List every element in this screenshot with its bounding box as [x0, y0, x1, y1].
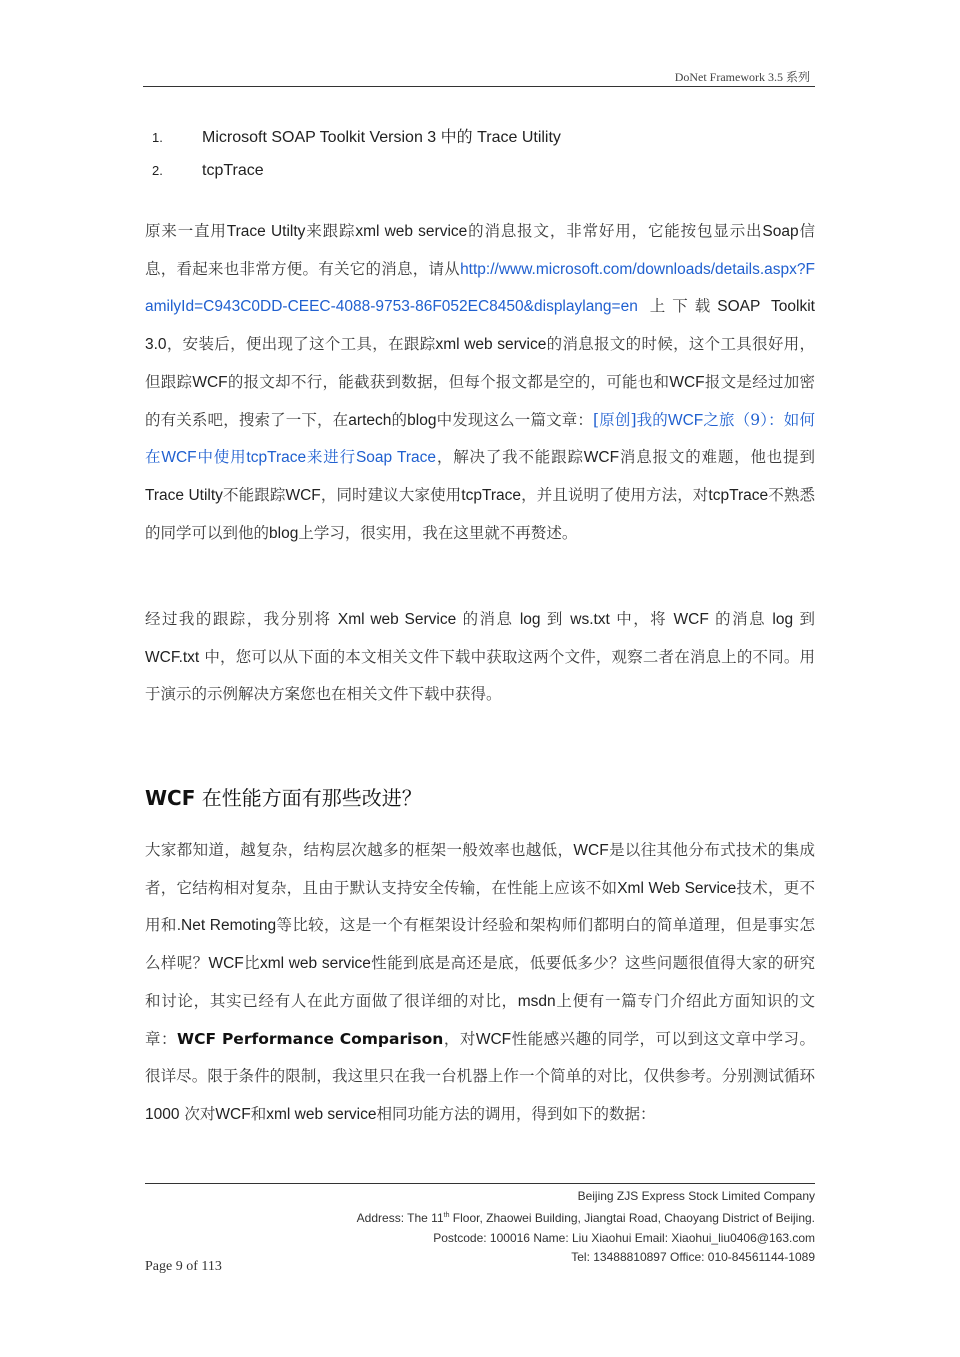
header-rule [143, 86, 815, 87]
footer-tel: Tel: 13488810897 Office: 010-84561144-1089 [571, 1249, 815, 1264]
section-heading: WCF 在性能方面有那些改进？ [145, 786, 422, 810]
footer-company: Beijing ZJS Express Stock Limited Company [577, 1189, 815, 1203]
header-title: DoNet Framework 3.5 系列 [674, 70, 810, 84]
paragraph-performance: 大家都知道，越复杂，结构层次越多的框架一般效率也越低，WCF是以往其他分布式技术的集成者，它结构相对复杂，且由于默认支持安全传输，在性能上应该不如Xml Web Service技术，更不用和.Net Remoting等比较，这是一个有框架设计经验和架构师们都明白的简单道理，但是事实怎么样呢？WCF比xml web service性能到底是高还是底，低要低多少？这些问题很值得大家的研究和讨论，其实已经有人在此方面做了很详细的对比，msdn上便有一篇专门介绍此方面知识的文章：WCF Performance Comparison，对WCF性能感兴趣的同学，可以到这文章中学习。很详尽。限于条件的限制，我这里只在我一台机器上作一个简单的对比，仅供参考。分别测试循环 1000 次对WCF和xml web service相同功能方法的调用，得到如下的数据： [145, 841, 815, 1123]
paragraph-log-files: 经过我的跟踪，我分别将 Xml web Service 的消息 log 到 ws.txt 中，将 WCF 的消息 log 到 WCF.txt 中，您可以从下面的本文相关文件下载中获取这两个文件，观察二者在消息上的不同。用于演示的示例解决方案您也在相关文件下载中获得。 [145, 610, 815, 704]
footer-rule [145, 1183, 815, 1184]
soap-toolkit-download-link[interactable]: http://www.microsoft.com/downloads/details.aspx?FamilyId=C943C0DD-CEEC-4088-9753-86F052EC8450&displaylang=en [145, 260, 815, 316]
list-number: 1. [152, 130, 163, 145]
footer-contact [295, 1187, 815, 1267]
footer-postcode: Postcode: 100016 Name: Liu Xiaohui Email: Xiaohui_liu0406@163.com [433, 1230, 815, 1245]
page-number: Page 9 of 113 [145, 1259, 222, 1274]
list-item [152, 124, 561, 147]
list-text: Microsoft SOAP Toolkit Version 3 中的 Trace Utility [202, 129, 561, 146]
footer-address: Address: The 11th Floor, Zhaowei Building, Jiangtai Road, Chaoyang District of Beijing. [356, 1211, 815, 1226]
wcf-journey-article-link[interactable]: [原创]我的WCF之旅（9）：如何在WCF中使用tcpTrace来进行Soap Trace [145, 410, 815, 467]
paragraph-trace-tools: 原来一直用Trace Utilty来跟踪xml web service的消息报文，非常好用，它能按包显示出Soap信息，看起来也非常方便。有关它的消息，请从http://www.microsoft.com/downloads/details.aspx?FamilyId=C943C0DD-CEEC-4088-9753-86F052EC8450&displaylang=en 上下载SOAP Toolkit 3.0，安装后，便出现了这个工具，在跟踪xml web service的消息报文的时候，这个工具很好用，但跟踪WCF的报文却不行，能截获到数据，但每个报文都是空的，可能也和WCF报文是经过加密的有关系吧，搜索了一下，在artech的blog中发现这么一篇文章：[原创]我的WCF之旅（9）：如何在WCF中使用tcpTrace来进行Soap Trace，解决了我不能跟踪WCF消息报文的难题，他也提到Trace Utilty不能跟踪WCF，同时建议大家使用tcpTrace，并且说明了使用方法，对tcpTrace不熟悉的同学可以到他的blog上学习，很实用，我在这里就不再赘述。 [145, 222, 815, 542]
list-text: tcpTrace [202, 162, 264, 179]
list-item [152, 162, 264, 180]
wcf-performance-comparison-title: WCF Performance Comparison [177, 1029, 444, 1048]
list-number: 2. [152, 163, 163, 178]
